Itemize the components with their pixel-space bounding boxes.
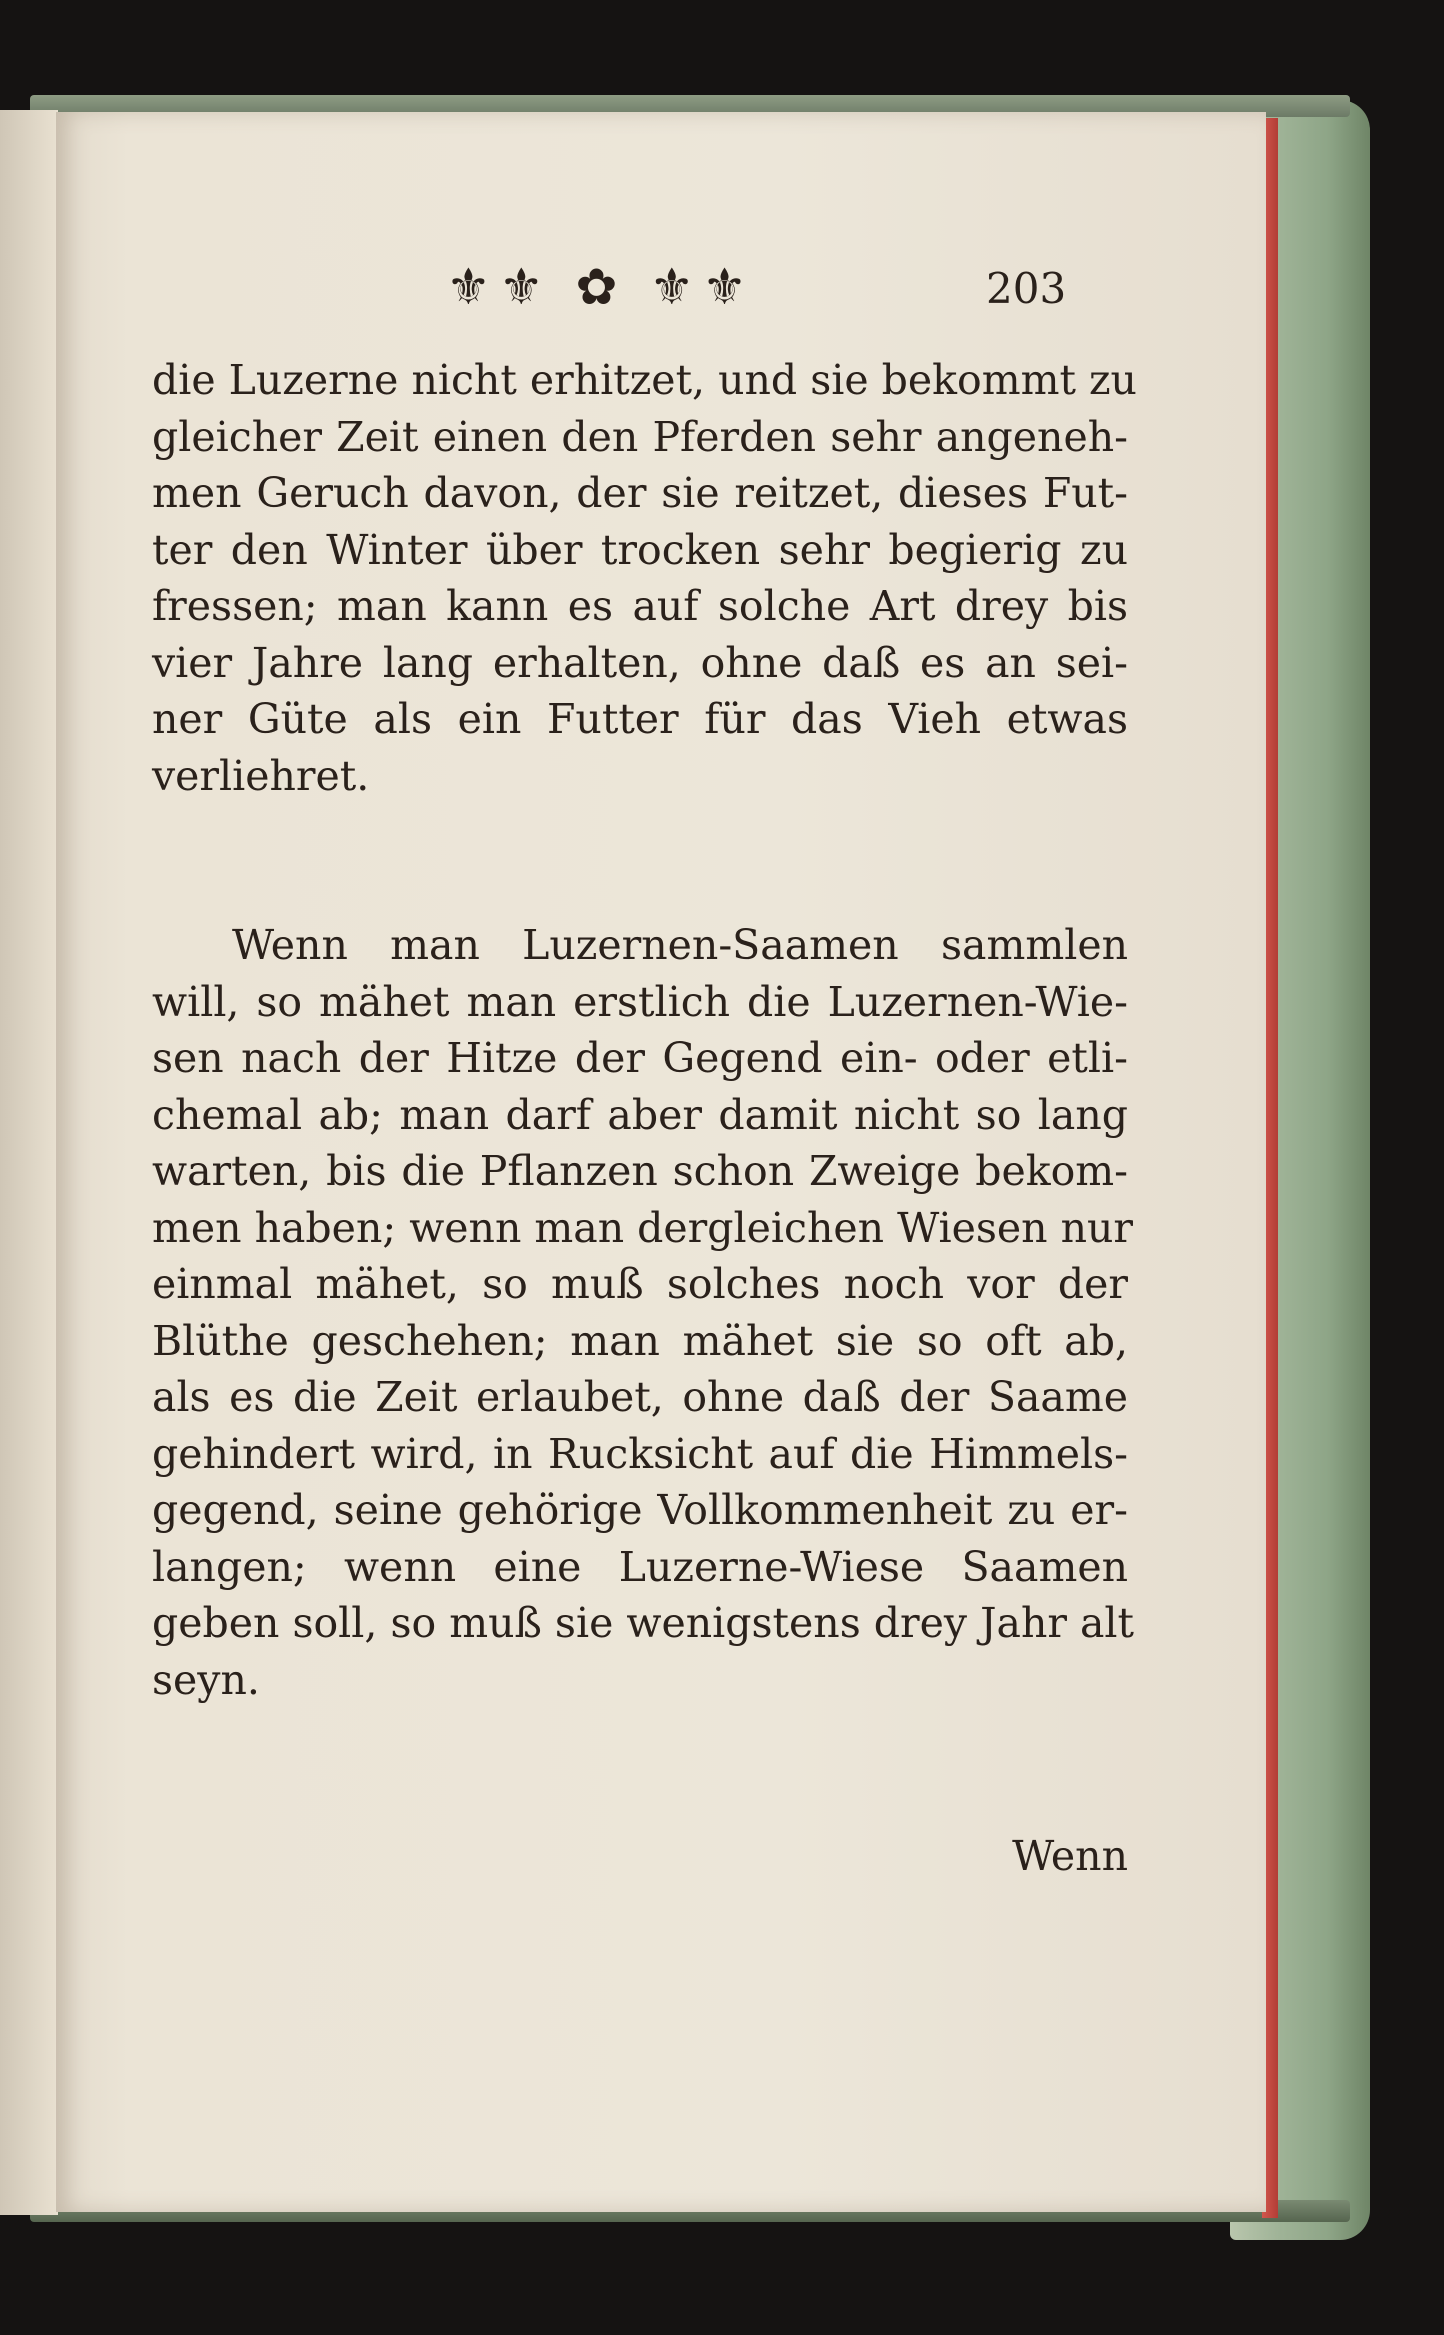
text-line: will, so mähet man erstlich die Luzernen-Wie- bbox=[152, 977, 1128, 1026]
text-line: fressen; man kann es auf solche Art drey bis bbox=[152, 582, 1128, 630]
text-line: gleicher Zeit einen den Pferden sehr angeneh- bbox=[152, 412, 1128, 461]
text-line: vier Jahre lang erhalten, ohne daß es an sei- bbox=[152, 638, 1128, 687]
text-line: verliehret. bbox=[152, 751, 370, 800]
text-line: gehindert wird, in Rucksicht auf die Himmels- bbox=[152, 1429, 1128, 1478]
text-line: als es die Zeit erlaubet, ohne daß der Saame bbox=[152, 1373, 1128, 1421]
paragraph-2 bbox=[152, 917, 1135, 1708]
text-line: gegend, seine gehörige Vollkommenheit zu er- bbox=[152, 1486, 1128, 1534]
text-line: Blüthe geschehen; man mähet sie so oft ab, bbox=[152, 1316, 1128, 1365]
left-page-edge bbox=[0, 110, 58, 2215]
text-line: einmal mähet, so muß solches noch vor der bbox=[152, 1260, 1128, 1308]
text-line: seyn. bbox=[152, 1655, 260, 1704]
text-line: Wenn man Luzernen-Saamen sammlen bbox=[232, 921, 1128, 969]
text-line: ner Güte als ein Futter für das Vieh etwas bbox=[152, 695, 1128, 743]
text-line: sen nach der Hitze der Gegend ein- oder etli- bbox=[152, 1034, 1128, 1082]
header-ornament: ⚜⚜ ✿ ⚜⚜ bbox=[446, 258, 755, 316]
paragraph-1 bbox=[152, 352, 1137, 804]
text-line: ter den Winter über trocken sehr begierig zu bbox=[152, 525, 1128, 574]
page-header bbox=[56, 258, 1266, 332]
page-number: 203 bbox=[986, 264, 1067, 313]
text-line: warten, bis die Pflanzen schon Zweige bekom- bbox=[152, 1147, 1128, 1195]
text-line: geben soll, so muß sie wenigstens drey Jahr alt bbox=[152, 1599, 1135, 1647]
text-line: men Geruch davon, der sie reitzet, dieses Fut- bbox=[152, 469, 1128, 517]
text-line: die Luzerne nicht erhitzet, und sie bekommt zu bbox=[152, 356, 1137, 404]
catchword: Wenn bbox=[1012, 1832, 1128, 1880]
book-page bbox=[56, 112, 1266, 2212]
text-line: chemal ab; man darf aber damit nicht so lang bbox=[152, 1090, 1128, 1139]
text-line: men haben; wenn man dergleichen Wiesen nur bbox=[152, 1203, 1134, 1252]
text-line: langen; wenn eine Luzerne-Wiese Saamen bbox=[152, 1542, 1128, 1591]
